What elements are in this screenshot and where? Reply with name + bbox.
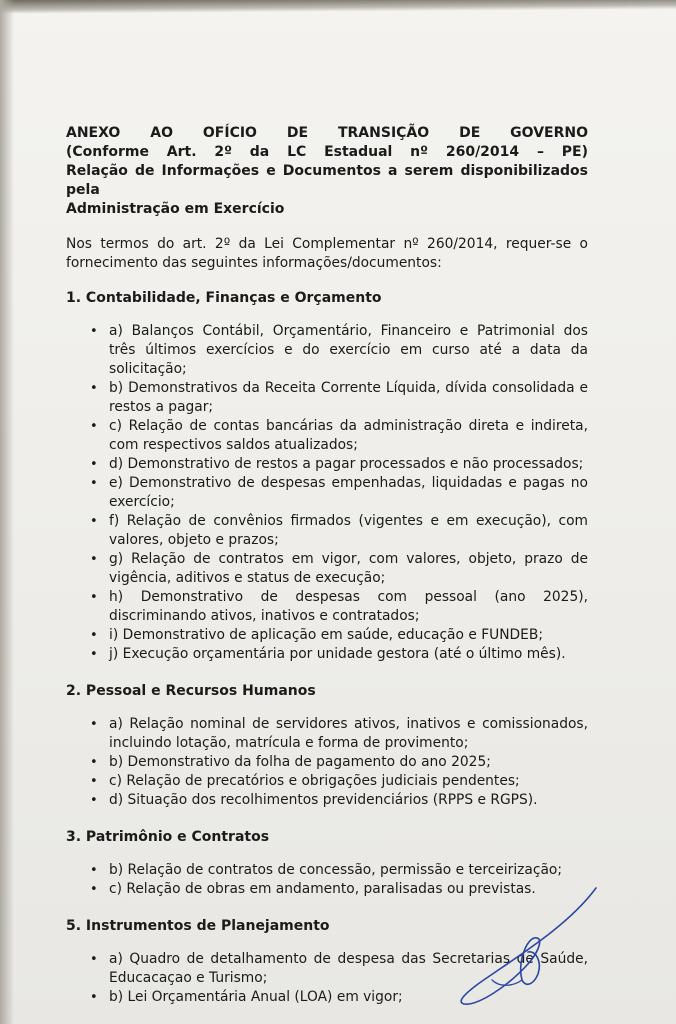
list-item: • c) Relação de precatórios e obrigações judiciais pendentes;	[66, 772, 588, 791]
list-item: • f) Relação de convênios firmados (vigentes e em execução), com valores, objeto e prazos;	[66, 512, 588, 550]
list-item: • i) Demonstrativo de aplicação em saúde, educação e FUNDEB;	[66, 626, 588, 645]
list-item: • c) Relação de obras em andamento, paralisadas ou previstas.	[66, 880, 588, 899]
title-line-3: Relação de Informações e Documentos a serem disponibilizados pela	[66, 163, 588, 198]
list-item: • c) Relação de contas bancárias da administração direta e indireta, com respectivos saldos atualizados;	[66, 417, 588, 455]
section-heading: 2. Pessoal e Recursos Humanos	[66, 683, 316, 699]
intro-line-2: fornecimento das seguintes informações/documentos:	[66, 255, 442, 271]
list-item: • d) Situação dos recolhimentos previdenciários (RPPS e RGPS).	[66, 791, 588, 810]
title-line-2: (Conforme Art. 2º da LC Estadual nº 260/2014 – PE)	[66, 144, 588, 160]
handwritten-signature	[448, 876, 608, 1006]
list-item: • j) Execução orçamentária por unidade gestora (até o último mês).	[66, 645, 588, 664]
list-item: • b) Lei Orçamentária Anual (LOA) em vigor;	[66, 988, 588, 1007]
list-item: • h) Demonstrativo de despesas com pessoal (ano 2025), discriminando ativos, inativos e contratados;	[66, 588, 588, 626]
list-item: • e) Demonstrativo de despesas empenhadas, liquidadas e pagas no exercício;	[66, 474, 588, 512]
item-list	[66, 715, 588, 810]
title-line-1: ANEXO AO OFÍCIO DE TRANSIÇÃO DE GOVERNO	[66, 125, 588, 141]
list-item: • a) Relação nominal de servidores ativos, inativos e comissionados, incluindo lotação, matrícula e forma de provimento;	[66, 715, 588, 753]
document-title	[66, 124, 588, 219]
section-heading: 3. Patrimônio e Contratos	[66, 829, 270, 845]
list-item: • b) Demonstrativo da folha de pagamento do ano 2025;	[66, 753, 588, 772]
list-item: • a) Balanços Contábil, Orçamentário, Financeiro e Patrimonial dos três últimos exercícios e do exercício em curso até a data da solicitação;	[66, 322, 588, 379]
page-shadow-left	[0, 0, 14, 1024]
title-line-4: Administração em Exercício	[66, 201, 285, 217]
list-item: • b) Demonstrativos da Receita Corrente Líquida, dívida consolidada e restos a pagar;	[66, 379, 588, 417]
section-personnel	[66, 682, 588, 810]
list-item: • g) Relação de contratos em vigor, com valores, objeto, prazo de vigência, aditivos e status de execução;	[66, 550, 588, 588]
list-item: • d) Demonstrativo de restos a pagar processados e não processados;	[66, 455, 588, 474]
list-item: • a) Quadro de detalhamento de despesa das Secretarias de Saúde, Educacaçao e Turismo;	[66, 950, 588, 988]
list-item: • b) Relação de contratos de concessão, permissão e terceirização;	[66, 861, 588, 880]
page-shadow-top	[0, 0, 676, 14]
section-heading: 1. Contabilidade, Finanças e Orçamento	[66, 290, 382, 306]
section-heading: 5. Instrumentos de Planejamento	[66, 918, 330, 934]
section-accounting	[66, 289, 588, 664]
item-list	[66, 322, 588, 664]
intro-line-1: Nos termos do art. 2º da Lei Complementar nº 260/2014, requer-se o	[66, 236, 588, 252]
intro-paragraph	[66, 235, 588, 273]
